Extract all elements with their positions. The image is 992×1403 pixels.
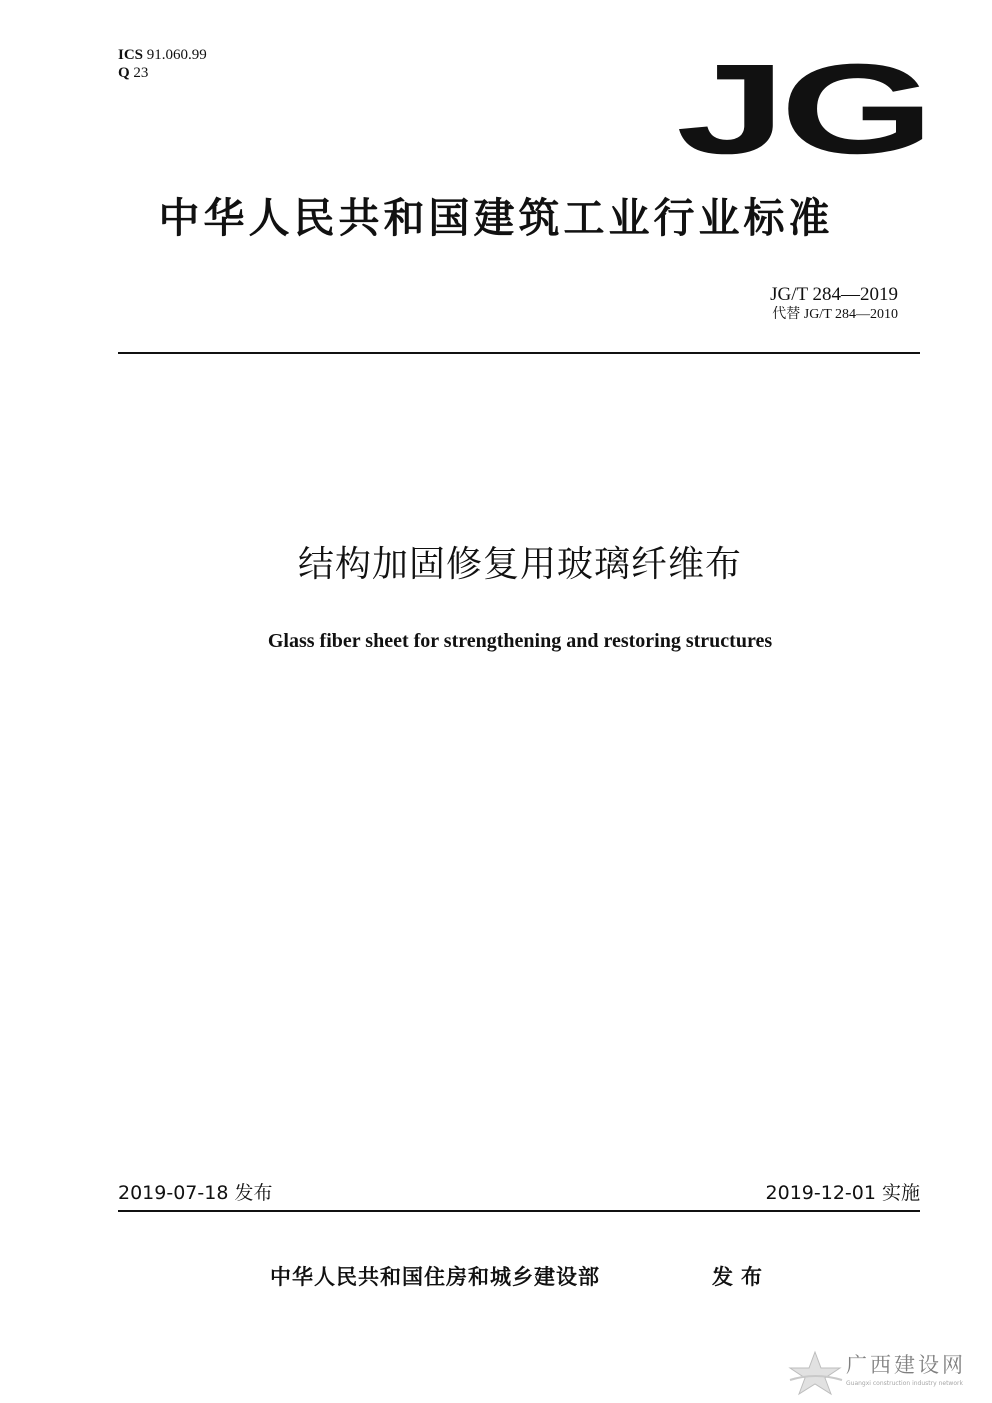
standard-number-block: [770, 284, 898, 324]
standard-number: JG/T 284—2019: [770, 284, 898, 305]
document-title-cn: 结构加固修复用玻璃纤维布: [297, 544, 742, 585]
classification-codes: [118, 46, 207, 82]
page-title: 中华人民共和国建筑工业行业标准: [158, 194, 834, 242]
watermark-subtext: Guangxi construction industry network: [846, 1380, 963, 1387]
watermark-text: 广西建设网: [846, 1353, 966, 1377]
category-label: Q: [118, 65, 130, 81]
replaces-standard: 代替 JG/T 284—2010: [772, 307, 898, 322]
publisher: 中华人民共和国住房和城乡建设部: [270, 1265, 600, 1289]
ics-label: ICS: [118, 47, 144, 63]
watermark: [786, 1350, 986, 1398]
jg-logo: JG: [676, 38, 929, 181]
category-code: 23: [133, 65, 149, 81]
bottom-divider: [118, 1210, 920, 1212]
publish-label: 发布: [712, 1265, 770, 1289]
star-logo-icon: [786, 1350, 844, 1396]
document-title-en: Glass fiber sheet for strengthening and restoring structures: [267, 630, 773, 652]
ics-code: 91.060.99: [146, 47, 207, 63]
effective-date: 2019-12-01 实施: [765, 1182, 920, 1204]
top-divider: [118, 352, 920, 354]
issue-date: 2019-07-18 发布: [118, 1182, 273, 1204]
